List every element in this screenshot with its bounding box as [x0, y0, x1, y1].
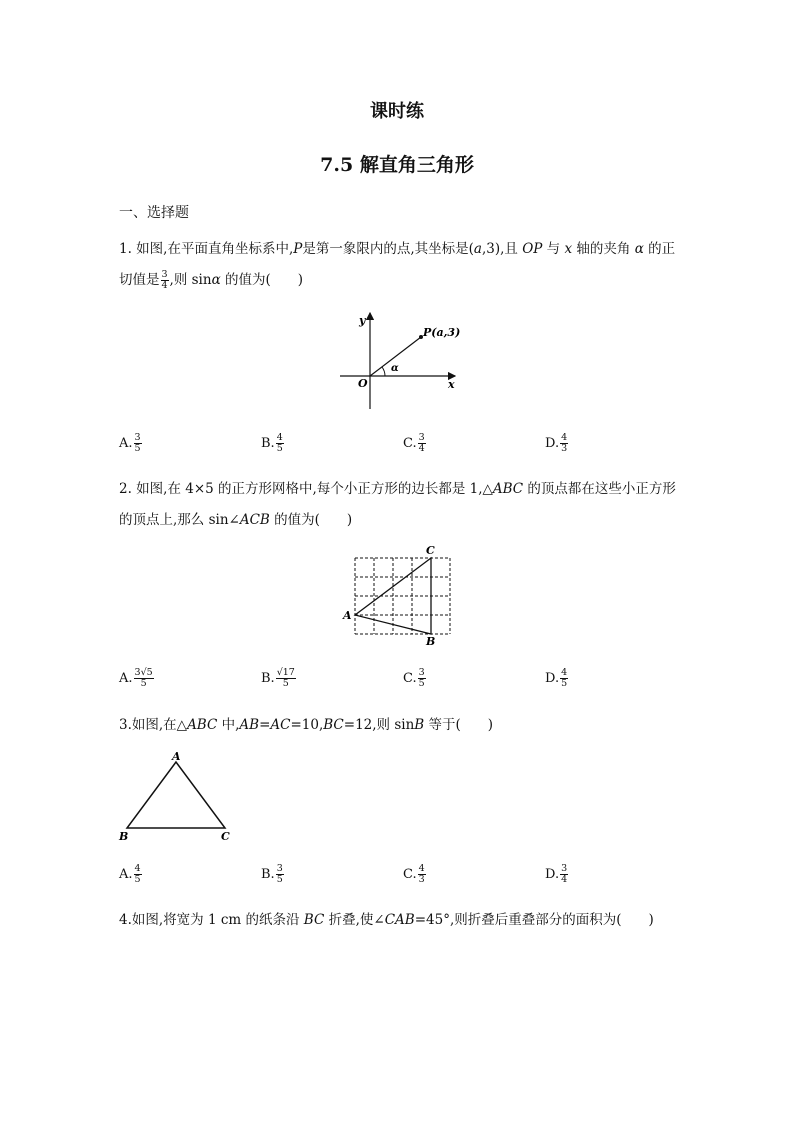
- angle-alpha-label: α: [391, 363, 399, 374]
- q3-option-d[interactable]: D. $\frac{3}{4}$: [545, 863, 568, 885]
- q1-option-b[interactable]: B. $\frac{4}{5}$: [261, 432, 283, 454]
- question-2-line-1: 2. 如图,在 4×5 的正方形网格中,每个小正方形的边长都是 1,△ABC 的顶点都在这些小正方形: [119, 481, 676, 497]
- label-c: C: [221, 830, 230, 843]
- question-2-stem: [119, 474, 679, 536]
- point-p-label: P(a,3): [423, 326, 461, 339]
- question-1-figure: [330, 305, 470, 415]
- question-1-line-1: 1. 如图,在平面直角坐标系中,P是第一象限内的点,其坐标是(a,3),且 OP 与 x 轴的夹角 α 的正: [119, 241, 676, 257]
- page-title: 课时练: [370, 101, 424, 122]
- q1-option-d[interactable]: D. $\frac{4}{3}$: [545, 432, 568, 454]
- q3-option-c[interactable]: C. $\frac{4}{3}$: [403, 863, 425, 885]
- q1-option-c[interactable]: C. $\frac{3}{4}$: [403, 432, 425, 454]
- q3-option-a[interactable]: A. $\frac{4}{5}$: [119, 863, 141, 885]
- question-2-figure: [340, 543, 455, 648]
- q2-option-b[interactable]: B. $\frac{√17}{5}$: [261, 667, 295, 689]
- q3-option-b[interactable]: B. $\frac{3}{5}$: [261, 863, 283, 885]
- x-axis-label: x: [448, 378, 455, 391]
- question-3-figure: [115, 750, 240, 845]
- grid: [355, 558, 450, 634]
- lesson-title: 7.5 解直角三角形: [320, 154, 474, 176]
- label-b: B: [119, 830, 129, 843]
- question-2-line-2: 的顶点上,那么 sin∠ACB 的值为( ): [119, 512, 353, 528]
- question-3-stem: 3.如图,在△ABC 中,AB=AC=10,BC=12,则 sinB 等于( ): [119, 717, 494, 733]
- q2-option-c[interactable]: C. $\frac{3}{5}$: [403, 667, 425, 689]
- triangle-abc: [127, 762, 225, 828]
- question-4-stem: 4.如图,将宽为 1 cm 的纸条沿 BC 折叠,使∠CAB=45°,则折叠后重叠部分的面积为( ): [119, 912, 654, 928]
- fraction: $\frac{3}{4}$: [161, 269, 168, 291]
- label-a: A: [343, 609, 352, 622]
- section-heading: 一、选择题: [119, 205, 189, 221]
- q1-option-a[interactable]: A. $\frac{3}{5}$: [119, 432, 141, 454]
- origin-label: O: [358, 377, 368, 390]
- label-b: B: [426, 635, 436, 648]
- q2-option-a[interactable]: A. $\frac{3√5}{5}$: [119, 667, 153, 689]
- q2-option-d[interactable]: D. $\frac{4}{5}$: [545, 667, 568, 689]
- question-1-stem: [119, 234, 679, 296]
- label-c: C: [426, 544, 435, 557]
- question-1-line-2: 切值是 $\frac{3}{4}$ ,则 sinα 的值为( ): [119, 269, 304, 291]
- angle-arc: [382, 367, 385, 376]
- label-a: A: [172, 750, 181, 763]
- y-axis-label: y: [359, 314, 366, 327]
